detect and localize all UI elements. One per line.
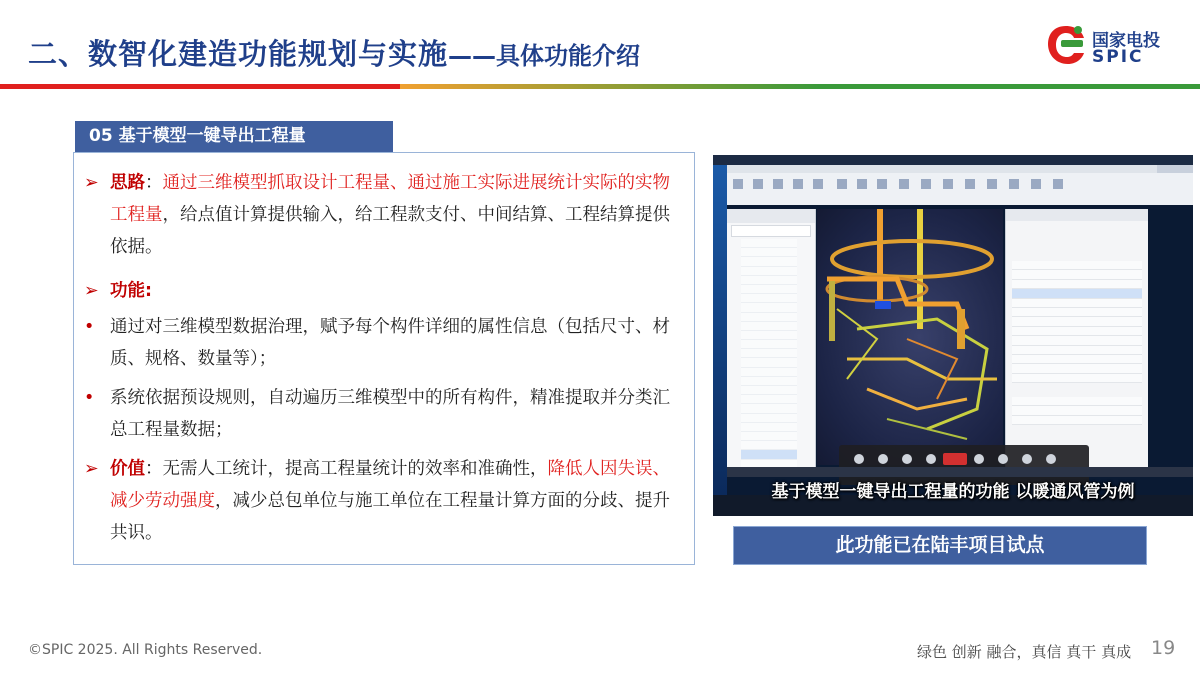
function-heading-row: [84, 275, 674, 307]
page-title-sub: ——具体功能介绍: [448, 42, 641, 70]
page-number: 19: [1151, 637, 1176, 659]
function-bullet-1-text: 通过对三维模型数据治理，赋予每个构件详细的属性信息（包括尺寸、材质、规格、数量等）；: [110, 317, 670, 369]
idea-paragraph: [84, 167, 674, 263]
function-bullet-2: [84, 382, 674, 446]
spic-logo: [1040, 20, 1190, 70]
idea-heading: 思路: [110, 173, 145, 193]
function-bullet-2-text: 系统依据预设规则，自动遍历三维模型中的所有构件，精准提取并分类汇总工程量数据；: [110, 388, 670, 440]
arrow-bullet-icon: ➢: [84, 281, 99, 301]
value-heading: 价值: [110, 459, 145, 479]
value-highlight: 降低人因失误、减少劳动强度: [110, 459, 670, 511]
logo-english-text: SPIC: [1092, 47, 1144, 67]
logo-chinese-text: 国家电投: [1092, 31, 1160, 51]
page-title: [28, 32, 640, 73]
properties-panel: [1005, 209, 1148, 467]
value-text-1: ：无需人工统计，提高工程量统计的效率和准确性，: [145, 459, 548, 479]
idea-colon: ：: [145, 173, 163, 193]
value-paragraph: [84, 453, 674, 549]
arrow-bullet-icon: ➢: [84, 173, 99, 193]
company-motto: 绿色 创新 融合，真信 真干 真成: [917, 643, 1132, 661]
ribbon-tools-icon: [727, 165, 1193, 205]
screenshot-caption: 基于模型一键导出工程量的功能 以暖通风管为例: [771, 482, 1135, 502]
app-status-bar: [727, 467, 1193, 477]
pilot-project-label: 此功能已在陆丰项目试点: [733, 526, 1147, 565]
idea-text: ，给点值计算提供输入，给工程款支付、中间结算、工程结算提供依据。: [110, 205, 670, 257]
function-bullet-1: [84, 311, 674, 375]
3d-model-viewport: [817, 209, 1003, 465]
value-text-2: ，减少总包单位与施工单位在工程量计算方面的分歧、提升共识。: [110, 491, 670, 543]
desktop-icons-strip: [713, 165, 727, 495]
copyright-text: ©SPIC 2025. All Rights Reserved.: [28, 642, 263, 658]
hvac-duct-model-icon: [817, 209, 1003, 465]
arrow-bullet-icon: ➢: [84, 459, 99, 479]
section-tab: 05 基于模型一键导出工程量: [75, 121, 393, 152]
app-title-bar: [713, 155, 1193, 165]
spic-logo-mark-icon: [1044, 22, 1088, 68]
function-heading: 功能:: [110, 281, 152, 301]
software-screenshot: [713, 155, 1193, 516]
page-title-main: 二、数智化建造功能规划与实施: [28, 37, 449, 71]
header-divider: [0, 84, 1200, 89]
app-ribbon-toolbar: [727, 165, 1193, 205]
dot-bullet-icon: •: [84, 317, 95, 337]
idea-highlight: 通过三维模型抓取设计工程量、通过施工实际进展统计实际的实物工程量: [110, 173, 670, 225]
model-tree-panel: [727, 209, 816, 477]
dot-bullet-icon: •: [84, 388, 95, 408]
